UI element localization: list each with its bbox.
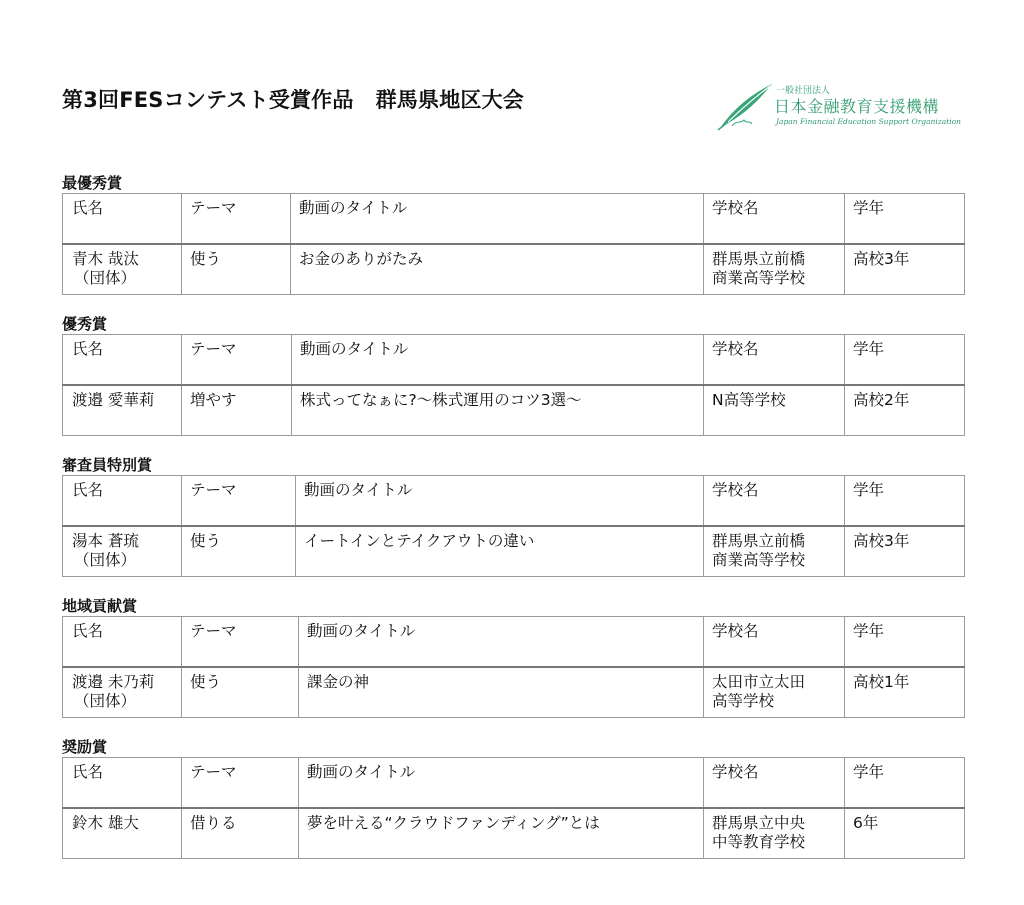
- header-name: 氏名: [63, 758, 182, 809]
- cell-school: [704, 667, 845, 718]
- header-theme: テーマ: [182, 617, 299, 668]
- cell-school: [704, 526, 845, 577]
- cell-theme: 増やす: [182, 385, 292, 436]
- cell-video-title: イートインとテイクアウトの違い: [296, 526, 704, 577]
- school-line: 商業高等学校: [712, 551, 806, 569]
- award-table: [62, 193, 965, 295]
- cell-grade: 高校3年: [845, 244, 965, 295]
- header-video-title: 動画のタイトル: [291, 194, 704, 245]
- cell-school: [704, 385, 845, 436]
- page-title: [62, 84, 524, 114]
- school-line: 高等学校: [712, 692, 775, 710]
- award-table: [62, 757, 965, 859]
- header-grade: 学年: [845, 335, 965, 386]
- logo-english: Japan Financial Education Support Organization: [776, 117, 961, 126]
- section-title: 優秀賞: [62, 315, 108, 333]
- cell-video-title: 課金の神: [299, 667, 704, 718]
- name-line: 鈴木 雄大: [72, 814, 139, 832]
- name-line: （団体）: [74, 551, 137, 569]
- name-line: （団体）: [74, 269, 137, 287]
- header-grade: 学年: [845, 758, 965, 809]
- header-school: 学校名: [704, 476, 845, 527]
- award-table: [62, 616, 965, 718]
- header-name: 氏名: [63, 617, 182, 668]
- table-row: [63, 244, 965, 295]
- logo-prefix: 一般社団法人: [776, 86, 831, 96]
- school-line: 群馬県立中央: [712, 814, 806, 832]
- header-name: 氏名: [63, 476, 182, 527]
- cell-grade: 6年: [845, 808, 965, 859]
- school-line: 群馬県立前橋: [712, 532, 806, 550]
- header-school: 学校名: [704, 617, 845, 668]
- section-title: 奨励賞: [62, 738, 108, 756]
- cell-school: [704, 808, 845, 859]
- award-section: [62, 738, 964, 859]
- feather-icon: [716, 80, 776, 132]
- header-grade: 学年: [845, 476, 965, 527]
- award-table: [62, 475, 965, 577]
- name-line: 渡邉 未乃莉: [72, 673, 155, 691]
- table-row: [63, 667, 965, 718]
- school-line: 太田市立太田: [712, 673, 806, 691]
- page-title-main: 第3回FESコンテスト受賞作品: [62, 88, 354, 112]
- school-line: N高等学校: [712, 391, 786, 409]
- school-line: 群馬県立前橋: [712, 250, 806, 268]
- header-school: 学校名: [704, 758, 845, 809]
- cell-grade: 高校3年: [845, 526, 965, 577]
- cell-video-title: お金のありがたみ: [291, 244, 704, 295]
- header-theme: テーマ: [182, 194, 291, 245]
- name-line: 青木 哉汰: [72, 250, 139, 268]
- header-theme: テーマ: [182, 476, 296, 527]
- award-section: [62, 456, 964, 577]
- logo-name: 日本金融教育支援機構: [774, 97, 940, 116]
- cell-grade: 高校1年: [845, 667, 965, 718]
- header-grade: 学年: [845, 194, 965, 245]
- table-header-row: [63, 758, 965, 809]
- cell-name: [63, 808, 182, 859]
- header-school: 学校名: [704, 194, 845, 245]
- cell-theme: 借りる: [182, 808, 299, 859]
- table-header-row: [63, 617, 965, 668]
- header-video-title: 動画のタイトル: [292, 335, 704, 386]
- name-line: 湯本 蒼琉: [72, 532, 139, 550]
- header-video-title: 動画のタイトル: [299, 617, 704, 668]
- header-grade: 学年: [845, 617, 965, 668]
- header-name: 氏名: [63, 335, 182, 386]
- award-section: [62, 315, 964, 436]
- header-theme: テーマ: [182, 758, 299, 809]
- header-video-title: 動画のタイトル: [299, 758, 704, 809]
- header-theme: テーマ: [182, 335, 292, 386]
- award-section: [62, 597, 964, 718]
- award-section: [62, 174, 964, 295]
- section-title: 地域貢献賞: [62, 597, 138, 615]
- table-row: [63, 385, 965, 436]
- name-line: （団体）: [74, 692, 137, 710]
- organization-logo: [716, 80, 961, 132]
- cell-theme: 使う: [182, 244, 291, 295]
- cell-name: [63, 244, 182, 295]
- cell-name: [63, 526, 182, 577]
- school-line: 商業高等学校: [712, 269, 806, 287]
- name-line: 渡邉 愛華莉: [72, 391, 155, 409]
- table-header-row: [63, 194, 965, 245]
- table-row: [63, 526, 965, 577]
- school-line: 中等教育学校: [712, 833, 806, 851]
- page-title-sub: 群馬県地区大会: [375, 88, 524, 112]
- cell-name: [63, 667, 182, 718]
- award-table: [62, 334, 965, 436]
- section-title: 審査員特別賞: [62, 456, 153, 474]
- header-name: 氏名: [63, 194, 182, 245]
- cell-name: [63, 385, 182, 436]
- cell-theme: 使う: [182, 667, 299, 718]
- table-header-row: [63, 476, 965, 527]
- table-row: [63, 808, 965, 859]
- header-video-title: 動画のタイトル: [296, 476, 704, 527]
- cell-theme: 使う: [182, 526, 296, 577]
- cell-video-title: 株式ってなぁに?〜株式運用のコツ3選〜: [292, 385, 704, 436]
- cell-video-title: 夢を叶える“クラウドファンディング”とは: [299, 808, 704, 859]
- cell-school: [704, 244, 845, 295]
- cell-grade: 高校2年: [845, 385, 965, 436]
- header-school: 学校名: [704, 335, 845, 386]
- section-title: 最優秀賞: [62, 174, 123, 192]
- table-header-row: [63, 335, 965, 386]
